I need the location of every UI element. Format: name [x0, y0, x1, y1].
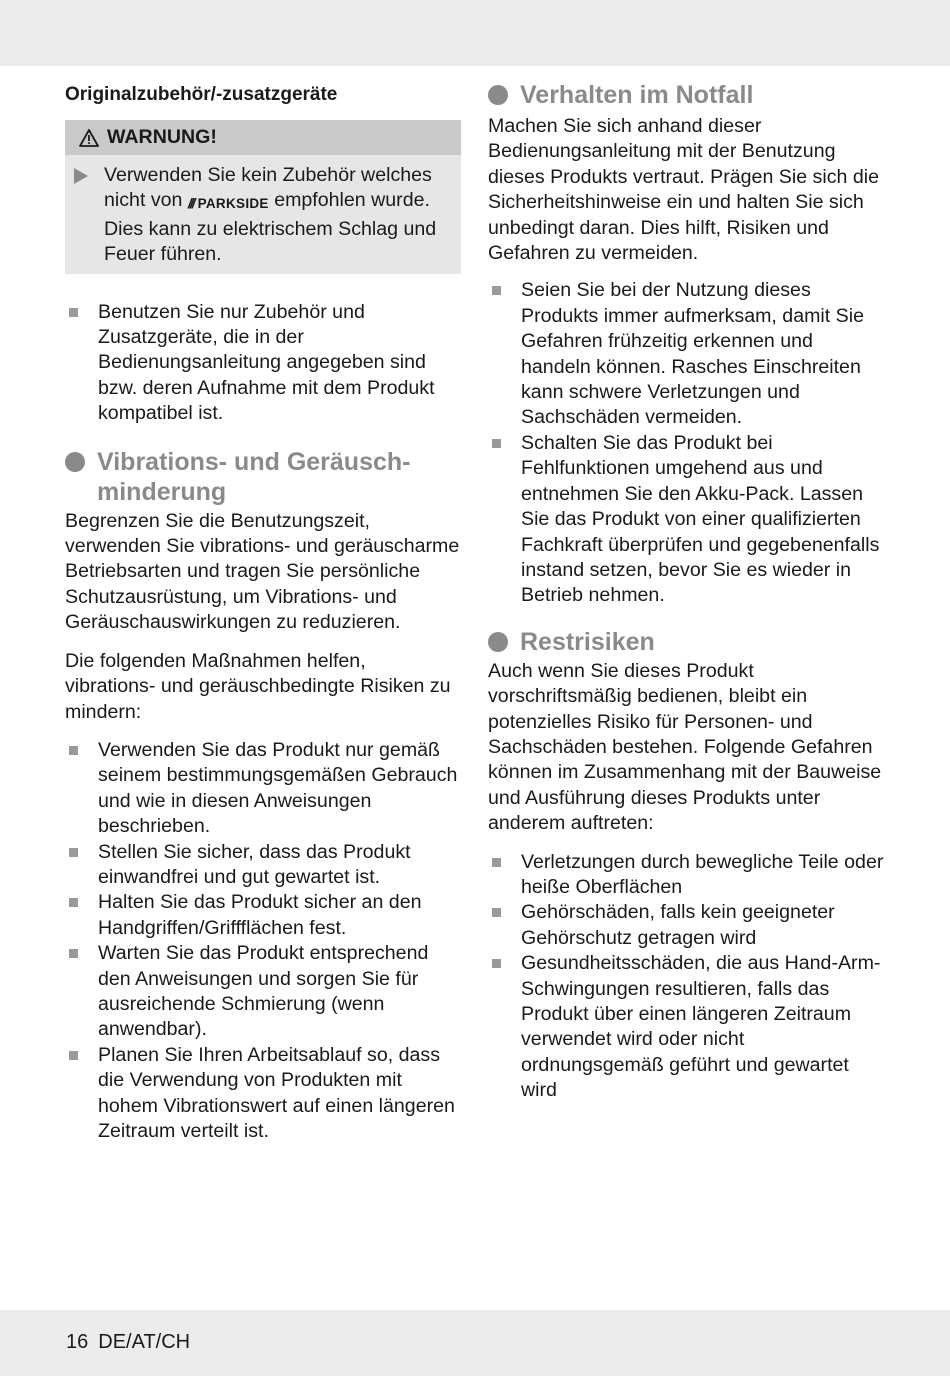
square-bullet-icon — [69, 746, 78, 755]
square-bullet-icon — [69, 1051, 78, 1060]
accessory-bullet-list — [65, 300, 461, 427]
arrow-right-icon — [73, 167, 89, 185]
parkside-logo — [188, 190, 269, 216]
list-item: Benutzen Sie nur Zubehör und Zusatzgeräte, die in der Bedienungsanleitung angegeben sind bzw. deren Aufnahme mit dem Produkt kompatibel ist. — [65, 300, 461, 427]
list-item: Verletzungen durch bewegliche Teile oder heiße Oberflächen — [488, 850, 884, 901]
warning-text — [104, 163, 455, 268]
parkside-logo-text: PARKSIDE — [197, 196, 269, 212]
right-column — [488, 78, 884, 1104]
vibration-bullet-list — [65, 738, 461, 1145]
emergency-heading: Verhalten im Notfall — [488, 80, 884, 110]
locale-label: DE/AT/CH — [98, 1331, 191, 1353]
warning-header — [65, 120, 461, 155]
list-item: Warten Sie das Produkt entsprechend den Anweisungen und sorgen Sie für ausreichende Schmierung (wenn anwendbar). — [65, 941, 461, 1043]
emergency-bullet-list — [488, 278, 884, 608]
residual-risks-bullet-list — [488, 850, 884, 1104]
emergency-paragraph: Machen Sie sich anhand dieser Bedienungsanleitung mit der Benutzung dieses Produkts vertraut. Prägen Sie sich die Sicherheitshinweise ein und halten Sie sich unbedingt daran. Dies hilft, Risiken und Gefahren zu vermeiden. — [488, 115, 879, 265]
warning-box — [65, 120, 461, 274]
list-item: Planen Sie Ihren Arbeitsablauf so, dass die Verwendung von Produkten mit hohem Vibrationswert auf einen längeren Zeitraum verteilt ist. — [65, 1043, 461, 1145]
warning-triangle-icon — [79, 129, 99, 147]
list-item: Verwenden Sie das Produkt nur gemäß seinem bestimmungsgemäßen Gebrauch und wie in diesen Anweisungen beschrieben. — [65, 738, 461, 840]
page-footer — [66, 1331, 200, 1354]
top-band — [0, 0, 950, 66]
residual-risks-heading: Restrisiken — [488, 627, 884, 657]
vibration-paragraph-1: Begrenzen Sie die Benutzungszeit, verwenden Sie vibrations- und geräuscharme Betriebsarten und tragen Sie persönliche Schutzausrüstung, um Vibrations- und Geräuschauswirkungen zu reduzieren. — [65, 509, 460, 634]
warning-text-after-logo: empfohlen wurde. Dies kann zu elektrischem Schlag und Feuer führen. — [104, 189, 437, 266]
list-item: Schalten Sie das Produkt bei Fehlfunktionen umgehend aus und entnehmen Sie den Akku-Pack. Lassen Sie das Produkt von einer qualifizierten Fachkraft überprüfen und gegebenenfalls instand setzen, bevor Sie es wieder in Betrieb nehmen. — [488, 431, 884, 609]
vibration-heading: Vibrations- und Geräusch-minderung — [65, 447, 461, 507]
vibration-paragraph-2: Die folgenden Maßnahmen helfen, vibrations- und geräuschbedingte Risiken zu mindern: — [65, 649, 451, 723]
list-item: Gesundheitsschäden, die aus Hand-Arm-Schwingungen resultieren, falls das Produkt über einen längeren Zeitraum verwendet wird oder nicht ordnungsgemäß geführt und gewartet wird — [488, 951, 884, 1103]
square-bullet-icon — [492, 858, 501, 867]
square-bullet-icon — [492, 439, 501, 448]
square-bullet-icon — [69, 898, 78, 907]
circle-bullet-icon — [488, 632, 508, 652]
list-item: Stellen Sie sicher, dass das Produkt einwandfrei und gut gewartet ist. — [65, 840, 461, 891]
square-bullet-icon — [492, 286, 501, 295]
page-number: 16 — [66, 1331, 89, 1353]
list-item: Gehörschäden, falls kein geeigneter Gehörschutz getragen wird — [488, 900, 884, 951]
square-bullet-icon — [492, 908, 501, 917]
residual-risks-paragraph: Auch wenn Sie dieses Produkt vorschriftsmäßig bedienen, bleibt ein potenzielles Risiko für Personen- und Sachschäden bestehen. Folgende Gefahren können im Zusammenhang mit der Bauweise und Ausführung dieses Produkts unter anderem auftreten: — [488, 659, 882, 835]
square-bullet-icon — [69, 949, 78, 958]
list-item: Halten Sie das Produkt sicher an den Handgriffen/Griffflächen fest. — [65, 890, 461, 941]
square-bullet-icon — [69, 308, 78, 317]
left-column — [65, 78, 461, 1144]
square-bullet-icon — [69, 848, 78, 857]
circle-bullet-icon — [65, 452, 85, 472]
section-subheading: Originalzubehör/-zusatzgeräte — [65, 84, 338, 105]
circle-bullet-icon — [488, 85, 508, 105]
square-bullet-icon — [492, 959, 501, 968]
warning-body — [65, 155, 461, 274]
list-item: Seien Sie bei der Nutzung dieses Produkts immer aufmerksam, damit Sie Gefahren frühzeitig erkennen und handeln können. Rasches Einschreiten kann schwere Verletzungen und Sachschäden vermeiden. — [488, 278, 884, 430]
parkside-logo-slashes-icon: /// — [187, 195, 194, 212]
warning-text-before-logo: Verwenden Sie kein Zubehör welches nicht von — [104, 164, 432, 212]
warning-title: WARNUNG! — [107, 126, 217, 148]
